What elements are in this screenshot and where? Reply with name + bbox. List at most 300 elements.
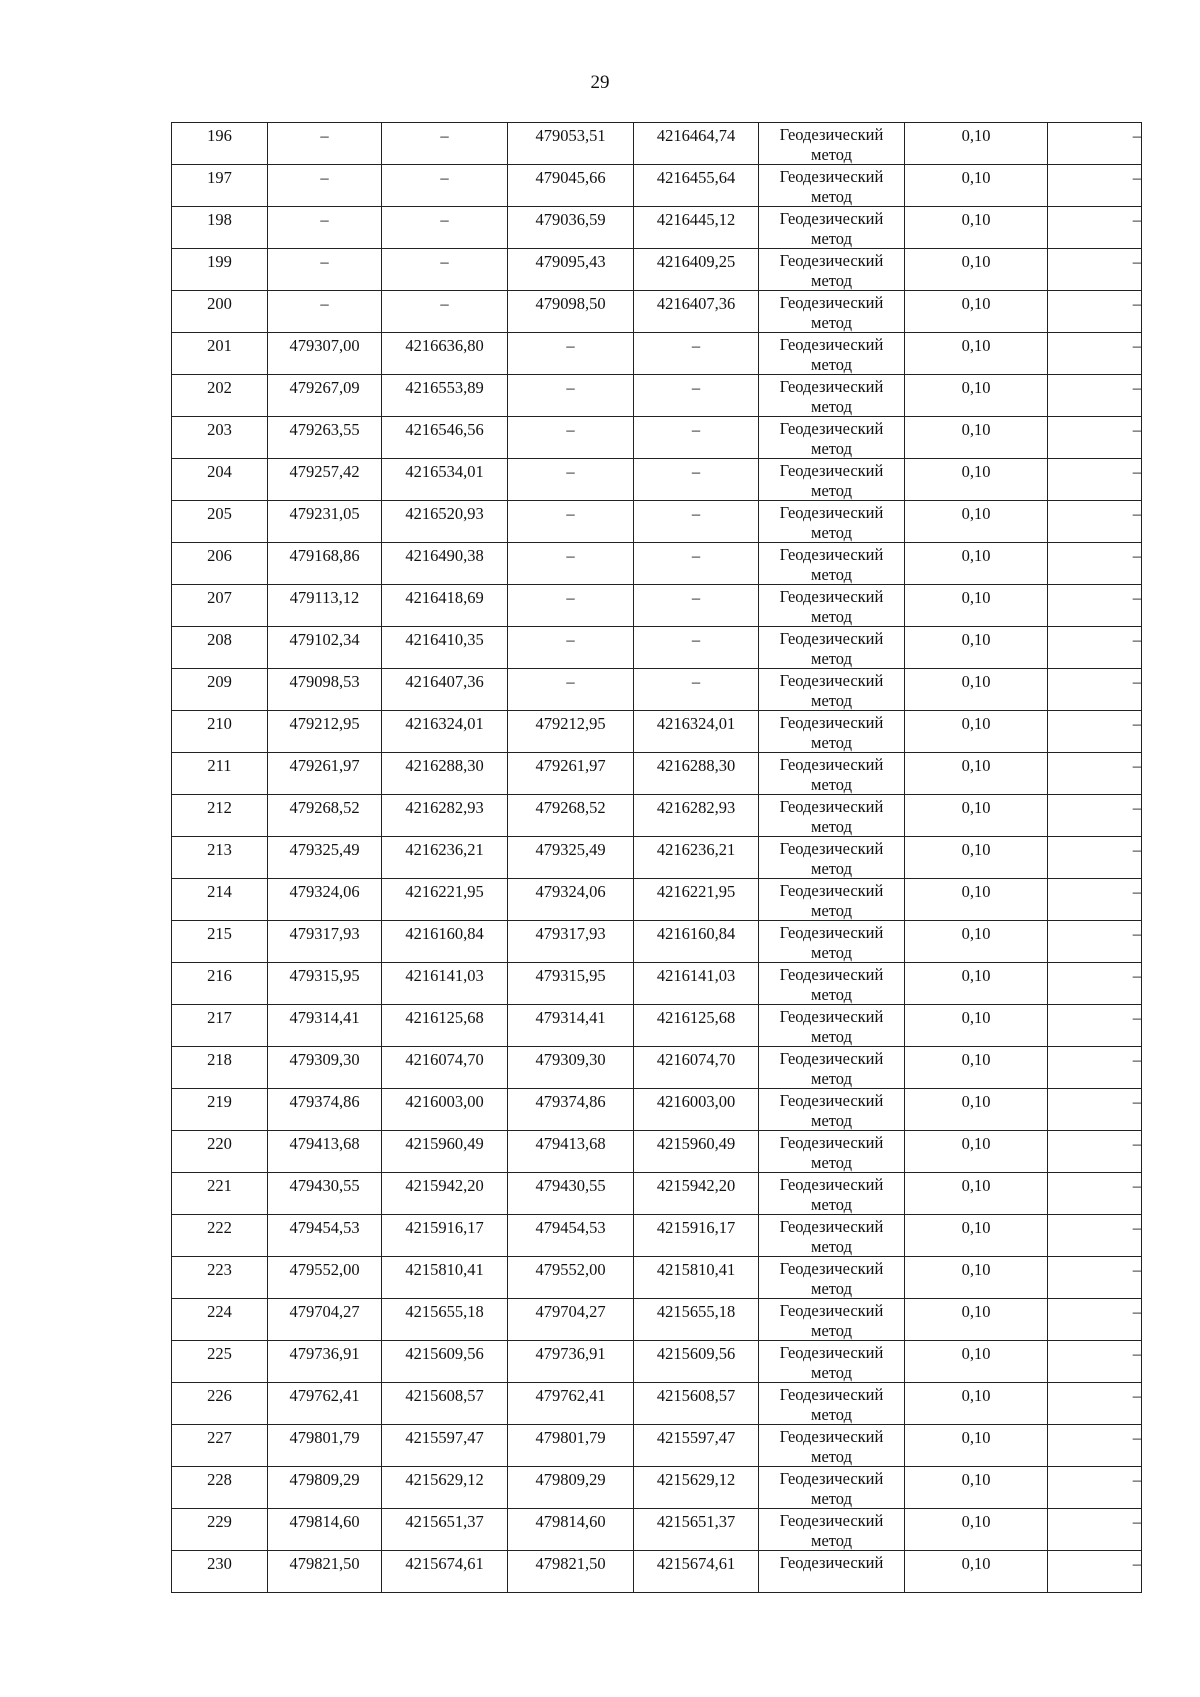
- new-x-cell: 479814,60: [508, 1509, 634, 1551]
- existing-y-cell: 4216125,68: [382, 1005, 508, 1047]
- description-cell: –: [1048, 165, 1142, 207]
- existing-y-cell: 4216418,69: [382, 585, 508, 627]
- existing-y-cell: 4216520,93: [382, 501, 508, 543]
- description-cell: –: [1048, 1551, 1142, 1593]
- table-row: [172, 1383, 1142, 1425]
- existing-x-cell: 479374,86: [268, 1089, 382, 1131]
- new-y-cell: 4215674,61: [634, 1551, 759, 1593]
- point-number-cell: 221: [172, 1173, 268, 1215]
- new-y-cell: 4215810,41: [634, 1257, 759, 1299]
- table-row: [172, 1089, 1142, 1131]
- new-y-cell: –: [634, 543, 759, 585]
- precision-cell: 0,10: [905, 459, 1048, 501]
- new-y-cell: 4215916,17: [634, 1215, 759, 1257]
- method-cell: Геодезический метод: [759, 795, 905, 837]
- precision-cell: 0,10: [905, 1551, 1048, 1593]
- method-cell: Геодезический метод: [759, 1467, 905, 1509]
- new-y-cell: 4215608,57: [634, 1383, 759, 1425]
- point-number-cell: 202: [172, 375, 268, 417]
- existing-y-cell: 4216221,95: [382, 879, 508, 921]
- new-x-cell: –: [508, 375, 634, 417]
- point-number-cell: 215: [172, 921, 268, 963]
- table-row: [172, 1215, 1142, 1257]
- point-number-cell: 225: [172, 1341, 268, 1383]
- description-cell: –: [1048, 1215, 1142, 1257]
- point-number-cell: 211: [172, 753, 268, 795]
- new-x-cell: 479098,50: [508, 291, 634, 333]
- existing-y-cell: –: [382, 207, 508, 249]
- precision-cell: 0,10: [905, 1425, 1048, 1467]
- existing-x-cell: –: [268, 207, 382, 249]
- precision-cell: 0,10: [905, 711, 1048, 753]
- new-y-cell: 4216003,00: [634, 1089, 759, 1131]
- method-cell: Геодезический: [759, 1551, 905, 1593]
- new-y-cell: 4216455,64: [634, 165, 759, 207]
- existing-y-cell: 4216236,21: [382, 837, 508, 879]
- table-row: [172, 1551, 1142, 1593]
- precision-cell: 0,10: [905, 1509, 1048, 1551]
- existing-y-cell: 4215609,56: [382, 1341, 508, 1383]
- existing-y-cell: 4216324,01: [382, 711, 508, 753]
- existing-x-cell: 479263,55: [268, 417, 382, 459]
- method-cell: Геодезический метод: [759, 963, 905, 1005]
- method-cell: Геодезический метод: [759, 1173, 905, 1215]
- table-row: [172, 1299, 1142, 1341]
- table-row: [172, 165, 1142, 207]
- precision-cell: 0,10: [905, 417, 1048, 459]
- table-row: [172, 207, 1142, 249]
- new-x-cell: 479374,86: [508, 1089, 634, 1131]
- method-cell: Геодезический метод: [759, 1089, 905, 1131]
- method-cell: Геодезический метод: [759, 1131, 905, 1173]
- existing-x-cell: –: [268, 165, 382, 207]
- point-number-cell: 205: [172, 501, 268, 543]
- method-cell: Геодезический метод: [759, 1383, 905, 1425]
- precision-cell: 0,10: [905, 879, 1048, 921]
- existing-x-cell: 479314,41: [268, 1005, 382, 1047]
- point-number-cell: 208: [172, 627, 268, 669]
- description-cell: –: [1048, 921, 1142, 963]
- existing-y-cell: 4215597,47: [382, 1425, 508, 1467]
- new-y-cell: 4215609,56: [634, 1341, 759, 1383]
- description-cell: –: [1048, 501, 1142, 543]
- existing-x-cell: 479317,93: [268, 921, 382, 963]
- description-cell: –: [1048, 1509, 1142, 1551]
- method-cell: Геодезический метод: [759, 459, 905, 501]
- new-y-cell: 4216288,30: [634, 753, 759, 795]
- point-number-cell: 222: [172, 1215, 268, 1257]
- point-number-cell: 226: [172, 1383, 268, 1425]
- table-row: [172, 1509, 1142, 1551]
- description-cell: –: [1048, 837, 1142, 879]
- table-row: [172, 501, 1142, 543]
- table-row: [172, 669, 1142, 711]
- point-number-cell: 204: [172, 459, 268, 501]
- existing-y-cell: 4216282,93: [382, 795, 508, 837]
- existing-x-cell: 479261,97: [268, 753, 382, 795]
- precision-cell: 0,10: [905, 669, 1048, 711]
- new-x-cell: 479762,41: [508, 1383, 634, 1425]
- existing-y-cell: 4216288,30: [382, 753, 508, 795]
- point-number-cell: 216: [172, 963, 268, 1005]
- existing-y-cell: 4216074,70: [382, 1047, 508, 1089]
- table-row: [172, 711, 1142, 753]
- point-number-cell: 219: [172, 1089, 268, 1131]
- new-y-cell: 4215655,18: [634, 1299, 759, 1341]
- precision-cell: 0,10: [905, 291, 1048, 333]
- existing-x-cell: 479212,95: [268, 711, 382, 753]
- existing-y-cell: 4215674,61: [382, 1551, 508, 1593]
- new-x-cell: 479736,91: [508, 1341, 634, 1383]
- existing-y-cell: 4215608,57: [382, 1383, 508, 1425]
- existing-y-cell: –: [382, 249, 508, 291]
- method-cell: Геодезический метод: [759, 921, 905, 963]
- description-cell: –: [1048, 1425, 1142, 1467]
- table-row: [172, 1257, 1142, 1299]
- description-cell: –: [1048, 1341, 1142, 1383]
- new-y-cell: –: [634, 585, 759, 627]
- table-row: [172, 1341, 1142, 1383]
- precision-cell: 0,10: [905, 375, 1048, 417]
- description-cell: –: [1048, 291, 1142, 333]
- existing-x-cell: –: [268, 291, 382, 333]
- description-cell: –: [1048, 1173, 1142, 1215]
- new-y-cell: 4216074,70: [634, 1047, 759, 1089]
- precision-cell: 0,10: [905, 1383, 1048, 1425]
- precision-cell: 0,10: [905, 333, 1048, 375]
- table-row: [172, 1173, 1142, 1215]
- existing-x-cell: 479231,05: [268, 501, 382, 543]
- existing-y-cell: –: [382, 123, 508, 165]
- table-row: [172, 459, 1142, 501]
- method-cell: Геодезический метод: [759, 123, 905, 165]
- precision-cell: 0,10: [905, 249, 1048, 291]
- point-number-cell: 214: [172, 879, 268, 921]
- existing-x-cell: 479430,55: [268, 1173, 382, 1215]
- table-row: [172, 753, 1142, 795]
- coordinates-table-body: [172, 123, 1142, 1593]
- existing-x-cell: 479736,91: [268, 1341, 382, 1383]
- new-y-cell: 4215597,47: [634, 1425, 759, 1467]
- description-cell: –: [1048, 123, 1142, 165]
- method-cell: Геодезический метод: [759, 1005, 905, 1047]
- description-cell: –: [1048, 963, 1142, 1005]
- table-row: [172, 249, 1142, 291]
- method-cell: Геодезический метод: [759, 1509, 905, 1551]
- table-row: [172, 795, 1142, 837]
- description-cell: –: [1048, 417, 1142, 459]
- existing-y-cell: 4216141,03: [382, 963, 508, 1005]
- precision-cell: 0,10: [905, 501, 1048, 543]
- table-row: [172, 879, 1142, 921]
- description-cell: –: [1048, 1131, 1142, 1173]
- table-row: [172, 1131, 1142, 1173]
- method-cell: Геодезический метод: [759, 543, 905, 585]
- method-cell: Геодезический метод: [759, 249, 905, 291]
- table-row: [172, 921, 1142, 963]
- new-x-cell: 479325,49: [508, 837, 634, 879]
- description-cell: –: [1048, 753, 1142, 795]
- method-cell: Геодезический метод: [759, 879, 905, 921]
- new-x-cell: 479821,50: [508, 1551, 634, 1593]
- point-number-cell: 197: [172, 165, 268, 207]
- point-number-cell: 229: [172, 1509, 268, 1551]
- table-row: [172, 333, 1142, 375]
- new-y-cell: 4216445,12: [634, 207, 759, 249]
- description-cell: –: [1048, 879, 1142, 921]
- page-number: 29: [590, 72, 610, 93]
- new-x-cell: 479413,68: [508, 1131, 634, 1173]
- new-y-cell: 4216236,21: [634, 837, 759, 879]
- table-row: [172, 291, 1142, 333]
- new-x-cell: 479314,41: [508, 1005, 634, 1047]
- existing-y-cell: 4216160,84: [382, 921, 508, 963]
- description-cell: –: [1048, 375, 1142, 417]
- existing-y-cell: 4215916,17: [382, 1215, 508, 1257]
- new-y-cell: 4216409,25: [634, 249, 759, 291]
- point-number-cell: 203: [172, 417, 268, 459]
- precision-cell: 0,10: [905, 1467, 1048, 1509]
- existing-x-cell: 479102,34: [268, 627, 382, 669]
- existing-x-cell: 479257,42: [268, 459, 382, 501]
- method-cell: Геодезический метод: [759, 1341, 905, 1383]
- description-cell: –: [1048, 1005, 1142, 1047]
- existing-x-cell: 479821,50: [268, 1551, 382, 1593]
- table-row: [172, 417, 1142, 459]
- precision-cell: 0,10: [905, 1089, 1048, 1131]
- point-number-cell: 217: [172, 1005, 268, 1047]
- new-x-cell: –: [508, 333, 634, 375]
- precision-cell: 0,10: [905, 165, 1048, 207]
- description-cell: –: [1048, 669, 1142, 711]
- existing-x-cell: 479809,29: [268, 1467, 382, 1509]
- new-y-cell: 4215629,12: [634, 1467, 759, 1509]
- existing-y-cell: 4216003,00: [382, 1089, 508, 1131]
- table-row: [172, 837, 1142, 879]
- precision-cell: 0,10: [905, 123, 1048, 165]
- point-number-cell: 201: [172, 333, 268, 375]
- existing-x-cell: 479168,86: [268, 543, 382, 585]
- method-cell: Геодезический метод: [759, 711, 905, 753]
- point-number-cell: 209: [172, 669, 268, 711]
- method-cell: Геодезический метод: [759, 837, 905, 879]
- new-y-cell: 4215651,37: [634, 1509, 759, 1551]
- description-cell: –: [1048, 207, 1142, 249]
- existing-x-cell: 479413,68: [268, 1131, 382, 1173]
- description-cell: –: [1048, 1383, 1142, 1425]
- description-cell: –: [1048, 585, 1142, 627]
- point-number-cell: 213: [172, 837, 268, 879]
- point-number-cell: 212: [172, 795, 268, 837]
- point-number-cell: 227: [172, 1425, 268, 1467]
- new-y-cell: –: [634, 333, 759, 375]
- existing-y-cell: 4215810,41: [382, 1257, 508, 1299]
- new-y-cell: 4216282,93: [634, 795, 759, 837]
- new-x-cell: –: [508, 627, 634, 669]
- existing-x-cell: 479762,41: [268, 1383, 382, 1425]
- description-cell: –: [1048, 543, 1142, 585]
- new-x-cell: 479309,30: [508, 1047, 634, 1089]
- point-number-cell: 223: [172, 1257, 268, 1299]
- existing-x-cell: 479309,30: [268, 1047, 382, 1089]
- new-x-cell: 479261,97: [508, 753, 634, 795]
- new-x-cell: 479095,43: [508, 249, 634, 291]
- table-row: [172, 543, 1142, 585]
- new-y-cell: –: [634, 375, 759, 417]
- precision-cell: 0,10: [905, 1047, 1048, 1089]
- precision-cell: 0,10: [905, 1257, 1048, 1299]
- existing-y-cell: 4216534,01: [382, 459, 508, 501]
- description-cell: –: [1048, 1467, 1142, 1509]
- method-cell: Геодезический метод: [759, 669, 905, 711]
- new-x-cell: –: [508, 459, 634, 501]
- existing-x-cell: 479268,52: [268, 795, 382, 837]
- new-x-cell: –: [508, 543, 634, 585]
- description-cell: –: [1048, 333, 1142, 375]
- point-number-cell: 228: [172, 1467, 268, 1509]
- new-x-cell: 479324,06: [508, 879, 634, 921]
- point-number-cell: 196: [172, 123, 268, 165]
- point-number-cell: 200: [172, 291, 268, 333]
- table-row: [172, 1425, 1142, 1467]
- existing-y-cell: 4216546,56: [382, 417, 508, 459]
- table-row: [172, 375, 1142, 417]
- precision-cell: 0,10: [905, 627, 1048, 669]
- new-y-cell: 4215960,49: [634, 1131, 759, 1173]
- new-x-cell: –: [508, 585, 634, 627]
- existing-y-cell: 4215629,12: [382, 1467, 508, 1509]
- precision-cell: 0,10: [905, 753, 1048, 795]
- precision-cell: 0,10: [905, 1005, 1048, 1047]
- new-y-cell: 4215942,20: [634, 1173, 759, 1215]
- point-number-cell: 218: [172, 1047, 268, 1089]
- new-x-cell: 479315,95: [508, 963, 634, 1005]
- method-cell: Геодезический метод: [759, 291, 905, 333]
- precision-cell: 0,10: [905, 207, 1048, 249]
- description-cell: –: [1048, 795, 1142, 837]
- table-row: [172, 627, 1142, 669]
- table-row: [172, 963, 1142, 1005]
- new-y-cell: 4216125,68: [634, 1005, 759, 1047]
- new-x-cell: 479801,79: [508, 1425, 634, 1467]
- point-number-cell: 206: [172, 543, 268, 585]
- existing-y-cell: 4215942,20: [382, 1173, 508, 1215]
- existing-x-cell: 479267,09: [268, 375, 382, 417]
- existing-x-cell: 479324,06: [268, 879, 382, 921]
- new-x-cell: 479053,51: [508, 123, 634, 165]
- existing-x-cell: 479098,53: [268, 669, 382, 711]
- precision-cell: 0,10: [905, 1341, 1048, 1383]
- existing-y-cell: 4216410,35: [382, 627, 508, 669]
- new-y-cell: 4216221,95: [634, 879, 759, 921]
- table-row: [172, 1005, 1142, 1047]
- method-cell: Геодезический метод: [759, 375, 905, 417]
- method-cell: Геодезический метод: [759, 627, 905, 669]
- existing-x-cell: 479325,49: [268, 837, 382, 879]
- description-cell: –: [1048, 627, 1142, 669]
- method-cell: Геодезический метод: [759, 417, 905, 459]
- existing-x-cell: 479814,60: [268, 1509, 382, 1551]
- new-x-cell: 479552,00: [508, 1257, 634, 1299]
- method-cell: Геодезический метод: [759, 1215, 905, 1257]
- method-cell: Геодезический метод: [759, 1299, 905, 1341]
- new-y-cell: 4216160,84: [634, 921, 759, 963]
- existing-x-cell: 479315,95: [268, 963, 382, 1005]
- new-x-cell: –: [508, 669, 634, 711]
- existing-x-cell: –: [268, 249, 382, 291]
- new-y-cell: 4216141,03: [634, 963, 759, 1005]
- point-number-cell: 220: [172, 1131, 268, 1173]
- precision-cell: 0,10: [905, 963, 1048, 1005]
- existing-y-cell: 4215655,18: [382, 1299, 508, 1341]
- method-cell: Геодезический метод: [759, 585, 905, 627]
- table-row: [172, 1467, 1142, 1509]
- new-x-cell: 479430,55: [508, 1173, 634, 1215]
- existing-y-cell: –: [382, 165, 508, 207]
- existing-x-cell: 479552,00: [268, 1257, 382, 1299]
- existing-y-cell: 4215960,49: [382, 1131, 508, 1173]
- new-y-cell: –: [634, 627, 759, 669]
- existing-y-cell: 4216490,38: [382, 543, 508, 585]
- precision-cell: 0,10: [905, 1173, 1048, 1215]
- new-x-cell: 479036,59: [508, 207, 634, 249]
- new-y-cell: 4216324,01: [634, 711, 759, 753]
- description-cell: –: [1048, 1047, 1142, 1089]
- table-row: [172, 1047, 1142, 1089]
- point-number-cell: 210: [172, 711, 268, 753]
- description-cell: –: [1048, 459, 1142, 501]
- description-cell: –: [1048, 1089, 1142, 1131]
- method-cell: Геодезический метод: [759, 207, 905, 249]
- point-number-cell: 199: [172, 249, 268, 291]
- coordinates-table: [171, 122, 1142, 1593]
- description-cell: –: [1048, 1299, 1142, 1341]
- existing-x-cell: 479454,53: [268, 1215, 382, 1257]
- method-cell: Геодезический метод: [759, 1425, 905, 1467]
- method-cell: Геодезический метод: [759, 333, 905, 375]
- new-y-cell: –: [634, 501, 759, 543]
- new-y-cell: 4216407,36: [634, 291, 759, 333]
- description-cell: –: [1048, 249, 1142, 291]
- new-y-cell: –: [634, 459, 759, 501]
- existing-y-cell: 4216636,80: [382, 333, 508, 375]
- method-cell: Геодезический метод: [759, 1047, 905, 1089]
- method-cell: Геодезический метод: [759, 753, 905, 795]
- method-cell: Геодезический метод: [759, 1257, 905, 1299]
- new-x-cell: 479809,29: [508, 1467, 634, 1509]
- point-number-cell: 230: [172, 1551, 268, 1593]
- table-row: [172, 123, 1142, 165]
- existing-y-cell: 4216407,36: [382, 669, 508, 711]
- new-x-cell: 479045,66: [508, 165, 634, 207]
- precision-cell: 0,10: [905, 795, 1048, 837]
- existing-x-cell: 479704,27: [268, 1299, 382, 1341]
- precision-cell: 0,10: [905, 543, 1048, 585]
- new-y-cell: –: [634, 669, 759, 711]
- existing-x-cell: 479113,12: [268, 585, 382, 627]
- precision-cell: 0,10: [905, 585, 1048, 627]
- new-x-cell: –: [508, 501, 634, 543]
- existing-y-cell: –: [382, 291, 508, 333]
- method-cell: Геодезический метод: [759, 165, 905, 207]
- method-cell: Геодезический метод: [759, 501, 905, 543]
- precision-cell: 0,10: [905, 1215, 1048, 1257]
- new-x-cell: 479317,93: [508, 921, 634, 963]
- existing-x-cell: 479307,00: [268, 333, 382, 375]
- new-x-cell: 479268,52: [508, 795, 634, 837]
- new-x-cell: –: [508, 417, 634, 459]
- new-x-cell: 479454,53: [508, 1215, 634, 1257]
